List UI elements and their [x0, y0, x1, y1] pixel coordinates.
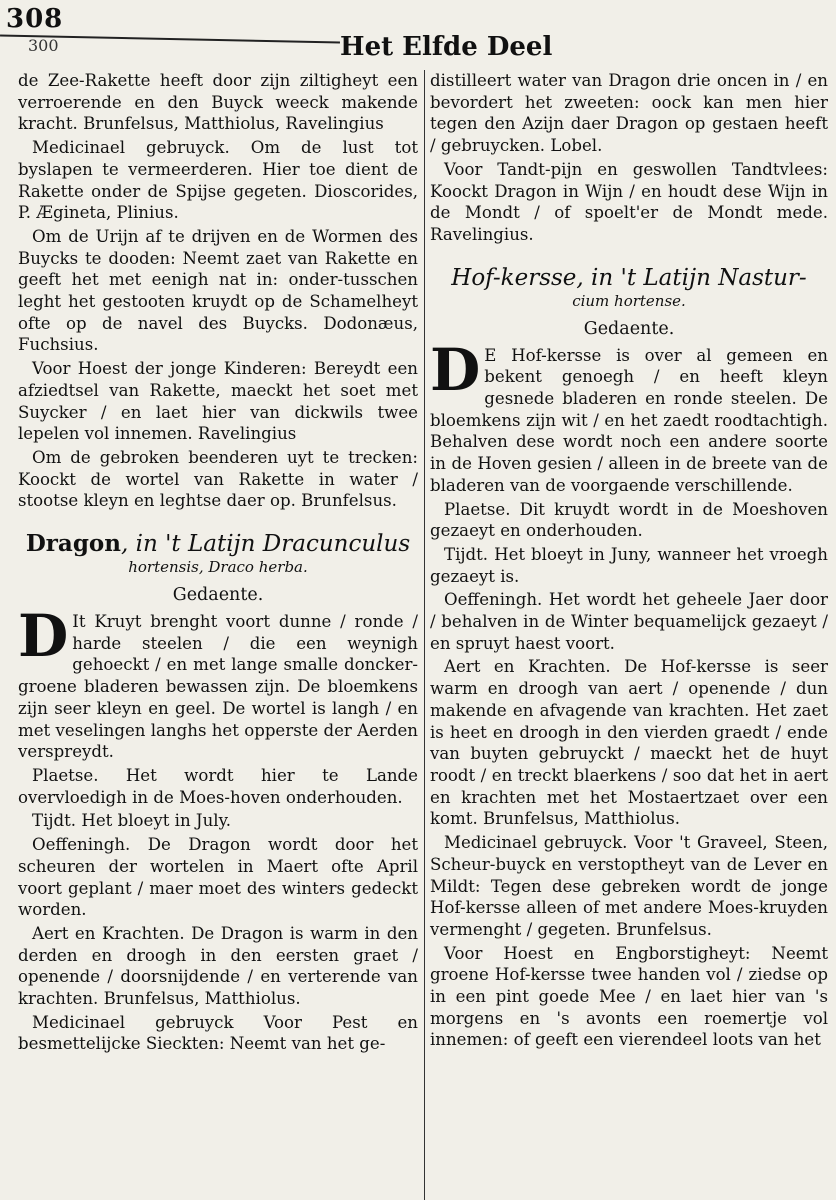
section-subheading: hortensis, Draco herba. — [128, 558, 308, 577]
paragraph: Medicinael gebruyck. Voor 't Graveel, Steen, Scheur-buyck en verstoptheyt van de Lever en Mildt: Tegen dese gebreken wordt de jonge Hof-kersse alleen of met andere Moes-kruyden vermenght / gegeten. Brunfelsus. — [430, 833, 828, 939]
paragraph: Tijdt. Het bloeyt in Juny, wanneer het vroegh gezaeyt is. — [430, 544, 828, 586]
paragraph: Oeffeningh. Het wordt het geheele Jaer door / behalven in de Winter bequamelijck gezaeyt / en spruyt haest voort. — [430, 590, 828, 653]
section-heading-dragon — [18, 530, 418, 558]
paragraph: Aert en Krachten. De Hof-kersse is seer warm en droogh van aert / openende / dun makende en afvagende van krachten. Het zaet is heet en droogh in den vierden graedt / ende van buyten gebruyckt / maeckt het de huyt roodt / en treckt blaerkens / soo dat het in aert en krachten met het Mostaertzaet over een komt. Brunfelsus, Matthiolus. — [430, 657, 828, 829]
right-column — [430, 70, 828, 1053]
label-gedaente: Gedaente. — [583, 318, 675, 339]
paragraph: Plaetse. Dit kruydt wordt in de Moeshoven gezaeyt en onderhouden. — [430, 499, 828, 541]
paragraph-text: E Hof-kersse is over al gemeen en bekent genoegh / en heeft kleyn gesnede bladeren en ronde steelen. De bloemkens zijn wit / en het zaedt roodtachtigh. Behalven dese wordt noch een andere soorte in de Hoven gesien / alleen in de breete van de bladeren van de voorgaende verschillende. — [430, 345, 828, 495]
section-subheading: cium hortense. — [572, 291, 686, 310]
paragraph: Voor Tandt-pijn en geswollen Tandtvlees: Koockt Dragon in Wijn / en houdt dese Wijn in de Mondt / of spoelt'er de Mondt mede. Ravelingius. — [430, 159, 828, 244]
paragraph: de Zee-Rakette heeft door zijn ziltigheyt een verroerende en den Buyck weeck makende kracht. Brunfelsus, Matthiolus, Ravelingius — [18, 71, 418, 134]
paragraph: Oeffeningh. De Dragon wordt door het scheuren der wortelen in Maert ofte April voort geplant / maer moet des winters gedeckt worden. — [18, 835, 418, 920]
paragraph-with-dropcap — [18, 602, 418, 763]
column-divider — [424, 70, 425, 1200]
section-heading-hof-kersse: Hof-kersse, in 't Latijn Nastur- — [451, 264, 807, 291]
page-header — [0, 0, 836, 68]
drop-cap: D — [18, 602, 69, 671]
paragraph: Aert en Krachten. De Dragon is warm in den derden en droogh in den eersten graet / openende / doorsnijdende / en verterende van krachten. Brunfelsus, Matthiolus. — [18, 923, 418, 1009]
paragraph: Om de Urijn af te drijven en de Wormen des Buycks te dooden: Neemt zaet van Rakette en geeft het met eenigh nat in: onder-tusschen leght het gestooten kruydt op de Schamelheyt ofte op de navel des Buycks. Dodonæus, Fuchsius. — [18, 226, 418, 355]
paragraph-text: It Kruyt brenght voort dunne / ronde / harde steelen / die een weynigh gehoeckt / en met lange smalle doncker-groene bladeren bewassen zijn. De bloemkens zijn seer kleyn en geel. De wortel is langh / en met veselingen langhs het opperste der Aerden verspreydt. — [18, 612, 418, 762]
left-column — [18, 70, 418, 1057]
paragraph: Om de gebroken beenderen uyt te trecken: Koockt de wortel van Rakette in water / stootse kleyn en leghtse daer op. Brunfelsus. — [18, 447, 418, 511]
paragraph: Voor Hoest en Engborstigheyt: Neemt groene Hof-kersse twee handen vol / ziedse op in een pint goede Mee / en laet hier van 's morgens en 's avonts een roemertje vol innemen: of geeft een vierendeel loots van het — [430, 943, 828, 1050]
heading-gothic: Dragon — [25, 530, 121, 558]
paragraph: Voor Hoest der jonge Kinderen: Bereydt een afziedtsel van Rakette, maeckt het soet met Suycker / en laet hier van dickwils twee lepelen vol innemen. Ravelingius — [18, 359, 418, 444]
page-mark: 300 — [28, 36, 59, 55]
heading-latin: , in 't Latijn Dracunculus — [120, 531, 411, 558]
page-number: 308 — [6, 4, 64, 34]
paragraph: distilleert water van Dragon drie oncen in / en bevordert het zweeten: oock kan men hier tegen den Azijn daer Dragon op gestaen heeft / gebruycken. Lobel. — [430, 71, 828, 156]
label-gedaente: Gedaente. — [172, 585, 264, 606]
paragraph: Medicinael gebruyck Voor Pest en besmettelijcke Sieckten: Neemt van het ge- — [18, 1012, 418, 1054]
paragraph: Plaetse. Het wordt hier te Lande overvloedigh in de Moes-hoven onderhouden. — [18, 765, 418, 807]
running-title: Het Elfde Deel — [340, 32, 553, 62]
paragraph: Medicinael gebruyck. Om de lust tot byslapen te vermeerderen. Hier toe dient de Rakette onder de Spijse gegeten. Dioscorides, P. Ægineta, Plinius. — [18, 138, 418, 223]
paragraph: Tijdt. Het bloeyt in July. — [32, 811, 232, 831]
drop-cap: D — [430, 335, 481, 404]
paragraph-with-dropcap — [430, 335, 828, 497]
